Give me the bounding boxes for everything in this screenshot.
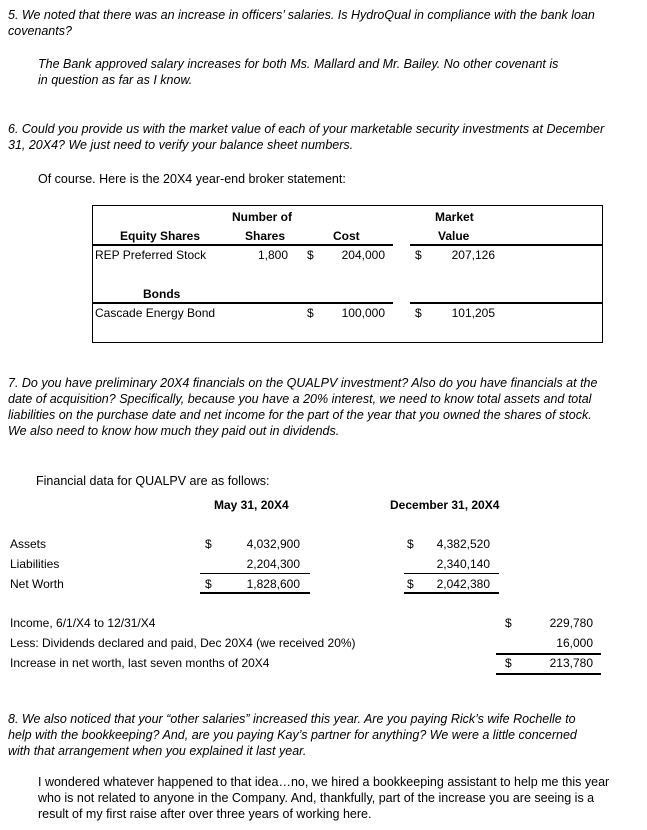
- row-value: 2,204,300: [246, 557, 300, 571]
- financial-intro: Financial data for QUALPV are as follows:: [36, 474, 270, 488]
- header-cost: Cost: [333, 229, 360, 243]
- income-label: Less: Dividends declared and paid, Dec 20X4 (we received 20%): [10, 636, 356, 650]
- row-value: 2,340,140: [436, 557, 490, 571]
- row-name: Cascade Energy Bond: [95, 306, 216, 320]
- income-value: 229,780: [549, 616, 593, 630]
- row-value: 1,828,600: [246, 577, 300, 591]
- row-name: REP Preferred Stock: [95, 248, 207, 262]
- answer-8: I wondered whatever happened to that idea…no, we hired a bookkeeping assistant to help me this year who is not related to anyone in the Company. And, thankfully, part of the increase you are seeing is a result of my first raise after over three years of working here.: [38, 775, 610, 821]
- row-cost-sign: $: [307, 248, 314, 262]
- header-value: Value: [438, 229, 470, 243]
- header-market: Market: [435, 210, 474, 224]
- row-value: 4,032,900: [246, 537, 300, 551]
- question-8: 8. We also noticed that your “other salaries” increased this year. Are you paying Rick’s wife Rochelle to help with the bookkeeping? And, are you paying Kay’s partner for anything? We were a little concerned with that arrangement when you explained it last year.: [8, 712, 577, 758]
- header-shares: Shares: [245, 229, 286, 243]
- answer-6: Of course. Here is the 20X4 year-end broker statement:: [38, 172, 346, 186]
- row-mv-sign: $: [415, 306, 422, 320]
- col-dec: December 31, 20X4: [390, 498, 500, 512]
- income-sign: $: [505, 656, 512, 670]
- income-value: 213,780: [549, 656, 593, 670]
- income-label: Increase in net worth, last seven months of 20X4: [10, 656, 270, 670]
- income-sign: $: [505, 616, 512, 630]
- row-market-value: 207,126: [451, 248, 495, 262]
- row-label: Liabilities: [10, 557, 60, 571]
- header-number-of: Number of: [232, 210, 292, 224]
- row-value: 4,382,520: [436, 537, 490, 551]
- answer-5: The Bank approved salary increases for both Ms. Mallard and Mr. Bailey. No other covenant is in question as far as I know.: [38, 57, 559, 87]
- row-sign: $: [407, 577, 414, 591]
- row-sign: $: [205, 577, 212, 591]
- income-value: 16,000: [556, 636, 593, 650]
- row-label: Net Worth: [10, 577, 64, 591]
- row-cost: 204,000: [341, 248, 385, 262]
- question-6: 6. Could you provide us with the market value of each of your marketable security investments at December 31, 20X4? We just need to verify your balance sheet numbers.: [8, 122, 605, 152]
- col-may: May 31, 20X4: [214, 498, 289, 512]
- row-cost: 100,000: [341, 306, 385, 320]
- row-mv-sign: $: [415, 248, 422, 262]
- row-cost-sign: $: [307, 306, 314, 320]
- row-market-value: 101,205: [451, 306, 495, 320]
- row-value: 2,042,380: [436, 577, 490, 591]
- header-bonds: Bonds: [143, 287, 181, 301]
- income-label: Income, 6/1/X4 to 12/31/X4: [10, 616, 156, 630]
- row-sign: $: [407, 537, 414, 551]
- row-label: Assets: [10, 537, 47, 551]
- row-shares: 1,800: [257, 248, 288, 262]
- question-7: 7. Do you have preliminary 20X4 financials on the QUALPV investment? Also do you have financials at the date of acquisition? Specifically, because you have a 20% interest, we need to know total assets and total liabilities on the purchase date and net income for the part of the year that you owned the shares of stock. We also need to know how much they paid out in dividends.: [8, 376, 598, 438]
- header-equity-shares: Equity Shares: [120, 229, 201, 243]
- question-5: 5. We noted that there was an increase in officers’ salaries. Is HydroQual in compliance with the bank loan covenants?: [8, 8, 595, 38]
- row-sign: $: [205, 537, 212, 551]
